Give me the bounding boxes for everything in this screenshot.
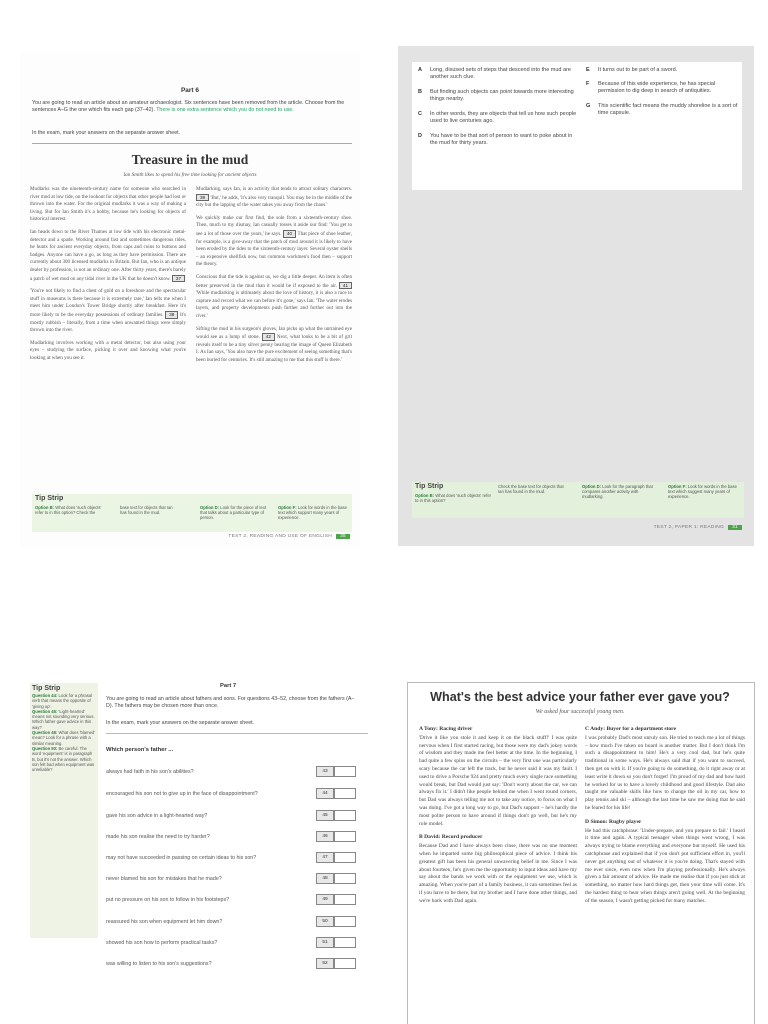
tip-q50: Question 50: Be careful. The word 'equipment' is in paragraph B, but it's not the answer. Which son felt bad when equipment was unreliable? xyxy=(32,745,95,773)
question-header: Which person's father ... xyxy=(106,747,174,753)
gap-38[interactable]: 38 xyxy=(165,311,178,319)
exam-instruction: In the exam, mark your answers on the separate answer sheet. xyxy=(106,720,255,726)
question-row: always had faith in his son's abilities? 43 xyxy=(106,766,368,778)
answer-box[interactable] xyxy=(334,810,356,821)
answer-box[interactable] xyxy=(334,937,356,948)
answer-box[interactable] xyxy=(334,766,356,777)
question-row: encouraged his son not to give up in the face of disappointment? 44 xyxy=(106,788,368,800)
article-subtitle: We asked four successful young men. xyxy=(535,709,625,715)
part-intro xyxy=(32,100,352,114)
question-row: was willing to listen to his son's suggestions? 52 xyxy=(106,958,368,970)
section-c-text: I was probably Dad's most unruly son. He tried to teach me a lot of things – how much I've taken on board is another matter. But I don't think I'm such a disappointment to him! He's a very cool dad, but he's quite traditional in some ways. He's always said that if you want to succeed, then get on with it. If you're going to do something, do it right away or at least write it down so you don't forget! I'm proud of my dad and how hard he worked for us to have a lovely childhood and good lifestyle. Dad also taught me valuable skills like how to change the oil in my car, how to play tennis and ski – although the last time he saw me doing that he said he feared for his life! xyxy=(585,734,745,811)
tip-base-text: base text for objects that Ian has found in the mud. xyxy=(120,505,173,516)
tip-q44: Question 44: Look for a phrasal verb that means the opposite of 'giving up'. xyxy=(32,693,93,709)
page-part7-questions xyxy=(30,678,368,1024)
article-subtitle: Ian Smith likes to spend his free time looking for ancient objects xyxy=(123,172,257,178)
question-row: reassured his son when equipment let him down? 50 xyxy=(106,916,368,928)
page-footer: TEST 2, PAPER 1: READING 31 xyxy=(654,525,742,530)
part-label: Part 7 xyxy=(220,683,237,689)
article-left-column xyxy=(30,186,186,367)
gap-41[interactable]: 41 xyxy=(339,282,352,290)
question-row: may not have succeeded in passing on certain ideas to his son? 47 xyxy=(106,852,368,864)
page-part6-article xyxy=(20,52,360,548)
tip-option-d: Option D: Look for the paragraph that compares another activity with mudlarking. xyxy=(582,484,653,500)
question-row: never blamed his son for mistakes that he made? 48 xyxy=(106,873,368,885)
gap-39[interactable]: 39 xyxy=(196,194,209,202)
paragraph: 'You're not likely to find a chest of gold on a foreshore and the spectacular stuff in museums is there because it is extremely rare,' Ian tells me when I meet him under London's Tower Bridge shortly after breakfast. Here it's more likely to be the everyday possessions of ordinary families. 38 It's mostly rubbish – literally, from a time when unwanted things were simply thrown into the river. xyxy=(30,288,186,334)
section-c-heading: C Andy: Buyer for a department store xyxy=(585,726,677,732)
answer-box[interactable] xyxy=(334,916,356,927)
page-options xyxy=(398,46,754,546)
section-b-text: Because Dad and I have always been close, there was no one moment when he imparted some big philosophical piece of advice. I think his greatest gift has been his general unwavering belief in me. Since I was about fourteen, he's given me the opportunity to input ideas and have my say about the bands we work with or the equipment we use, which is amazing. When you're part of a family business, it can sometimes feel as if you have to be there, but my brother and I have done other things, and we're back with Dad again. xyxy=(419,843,577,904)
answer-box[interactable] xyxy=(334,894,356,905)
section-a-heading: A Tony: Racing driver xyxy=(419,726,473,732)
tip-q48: Question 48: What does 'blamed' mean? Look for a phrase with a similar meaning. xyxy=(32,730,96,746)
divider xyxy=(106,733,368,734)
question-row: put no pressure on his son to follow in his footsteps? 49 xyxy=(106,894,368,906)
section-d-heading: D Simon: Rugby player xyxy=(585,818,642,825)
paragraph: Conscious that the tide is against us, we dig a little deeper. An item is often better preserved in the mud than it would be if exposed to the air. 41 'While mudlarking is ultimately about the love of history, it is also a race to capture and record what we can before it's gone,' says Ian. 'The water erodes layers, and property developments push further and further out into the river.' xyxy=(196,273,352,319)
paragraph: Mudlarking, says Ian, is an activity that tends to attract solitary characters. 39 'But,' he adds, 'it's also very tranquil. You may be in the middle of the city but the lapping of the water takes you away from the chaos.' xyxy=(196,186,353,209)
tip-option-f: Option F: Look for words in the base text which support many years of experience. xyxy=(278,505,347,521)
divider xyxy=(32,143,352,144)
part-intro: You are going to read an article about fathers and sons. For questions 43–52, choose from the fathers (A–D). The fathers may be chosen more than once. xyxy=(106,696,355,709)
gap-37[interactable]: 37 xyxy=(172,275,185,283)
article-title: What's the best advice your father ever gave you? xyxy=(430,690,730,704)
section-a-text: 'Drive it like you stole it and keep it on the black stuff!' I was quite nervous when I first started racing, but those were my dad's jokey words of wisdom and they made me feel better at the time. In the beginning, I had quite a few spins on the circuits – the very first one was particularly scary because the car left the track, but he never said it was my fault. I used to drive a Porsche 924 and pretty much every single race something would break, but Dad would just say: 'Don't worry about the car, we can always fix it.' I didn't like people behind me when I went round corners, but Dad was always telling me not to take any notice, to focus on what I was doing. I've got a long way to go, but Dad's support – he's hardly the most polite person to have around if things don't go well, but he's my role model. xyxy=(419,734,577,827)
page-part7-article xyxy=(405,678,755,1024)
gap-40[interactable]: 40 xyxy=(283,230,296,238)
question-row: made his son realise the need to try harder? 46 xyxy=(106,831,368,843)
article-left-column xyxy=(419,726,577,911)
section-d-text: He had this catchphrase: 'Under-prepare, and you prepare to fail.' I heard it time and again. A typical teenager when things went wrong, I was always trying to blame everything and everyone but myself. He used his catchphrase and explained that if you don't put sufficient effort in, you'll never get anything out of whatever it is you're doing. That's stayed with me ever since, even now when I'm playing professionally. He's always given a fair amount of advice. He made me realise that if you just stick at something, no matter how hard things get, then your time will come. It's the hardest thing to hear when things aren't going well. At the beginning of the season, I wasn't getting picked for many matches. xyxy=(585,827,745,904)
tip-strip-title: Tip Strip xyxy=(415,483,444,490)
tip-option-b: Option B: What does 'such objects' refer to in this option? Check the xyxy=(35,505,102,516)
tip-strip-title: Tip Strip xyxy=(32,685,61,692)
exam-instruction: In the exam, mark your answers on the separate answer sheet. xyxy=(32,130,181,136)
tip-strip xyxy=(32,494,352,532)
section-b-heading: B David: Record producer xyxy=(419,834,483,841)
answer-box[interactable] xyxy=(334,873,356,884)
page-number: 35 xyxy=(336,534,350,539)
question-row: showed his son how to perform practical tasks? 51 xyxy=(106,937,368,949)
intro-highlight: There is one extra sentence which you do not need to use. xyxy=(156,107,294,114)
gap-42[interactable]: 42 xyxy=(262,333,275,341)
paragraph: Mudlarking involves working with a metal detector, but also using your eyes – studying the surface, picking it over and knowing what you're looking at when you see it. xyxy=(30,339,186,361)
tip-option-b: Option B: What does 'such objects' refer to in this option? xyxy=(415,493,492,504)
tip-option-f: Option F: Look for words in the base text which suggest many years of experience. xyxy=(668,484,737,500)
article-title: Treasure in the mud xyxy=(131,152,249,167)
article-right-column xyxy=(585,726,745,911)
tip-strip-title: Tip Strip xyxy=(35,495,64,502)
question-row: gave his son advice in a light-hearted way? 45 xyxy=(106,810,368,822)
answer-box[interactable] xyxy=(334,852,356,863)
paragraph: We quickly make our first find, the sole from a sixteenth-century shoe. Then, much to my dismay, Ian casually tosses it aside our find: 'You get to see a lot of those over the years,' he says. 40 That piece of shoe leather, for example, is a give-away that the patch of mud around it is likely to have been eroded by the tides to the sixteenth-century layer. Several oyster shells – an expensive shellfish now, but common workmen's food then – support the theory. xyxy=(196,214,352,268)
article-right-column xyxy=(196,186,352,369)
part-label: Part 6 xyxy=(180,87,200,94)
tip-q45: Question 45: 'Light-hearted' means not sounding very serious. Which father gave advice in this way? xyxy=(32,708,95,730)
answer-box[interactable] xyxy=(334,958,356,969)
page-footer: TEST 2, READING AND USE OF ENGLISH 35 xyxy=(228,534,350,539)
tip-option-d: Option D: Look for the piece of text that talks about a particular type of person. xyxy=(200,505,267,521)
answer-box[interactable] xyxy=(334,788,356,799)
page-number: 31 xyxy=(728,525,742,530)
paragraph: Ian heads down to the River Thames at low tide with his electronic metal-detector and a spade. Working around fast and sometimes dangerous tides, he hunts for ancient everyday objects, from caps and coins to buttons and badges. Anyone can have a go, as long as they have permission. There are currently about 300 licensed mudlarks in Britain. But Ian, who is an antique dealer by profession, is not an ordinary one. After thirty years, there's barely a patch of wet mud on any tidal river in the UK that he doesn't know. 37 xyxy=(30,228,186,282)
intro-text: You are going to read an article about an amateur archaeologist. Six sentences have been removed from the article. Choose from the sentences A–G the one which fits each gap (37–42). xyxy=(32,100,345,114)
options-box: A Long, disused sets of steps that descend into the mud are another such clue. B But finding such objects can point towards more interesting things nearby. C In other words, they are objects that tell us how such people used to live centuries ago. D You have to be that sort of person to want to poke about in the mud for thirty years. E It turns out to be part of a sword. F Because of this wide experience, he has special permission to dig deep in search of antiquities. G This scientific fact means the muddy shoreline is a sort of time capsule. xyxy=(412,62,742,190)
paragraph: Mudlarks was the nineteenth-century name for someone who searched in river mud at low tide, on the lookout for objects that other people had lost or thrown into the water. For the original mudlarks it was a way of making a living. But for Ian Smith it's a hobby, because he's looking for objects of historical interest. xyxy=(30,186,186,223)
tip-strip xyxy=(30,683,98,938)
answer-box[interactable] xyxy=(334,831,356,842)
tip-strip xyxy=(412,482,744,518)
paragraph: Sifting the mud in his surgeon's gloves, Ian picks up what the untrained eye would see as a lump of stone. 42 Next, what looks to be a bit of grit reveals itself to be a tiny silver penny bearing the image of Queen Elizabeth I. As Ian says, 'You also have the pure excitement of seeing something that's been buried for centuries. It's still amazing to me that this stuff is there.' xyxy=(196,325,353,363)
tip-base-text: Check the base text for objects that Ian has found in the mud. xyxy=(498,484,564,495)
